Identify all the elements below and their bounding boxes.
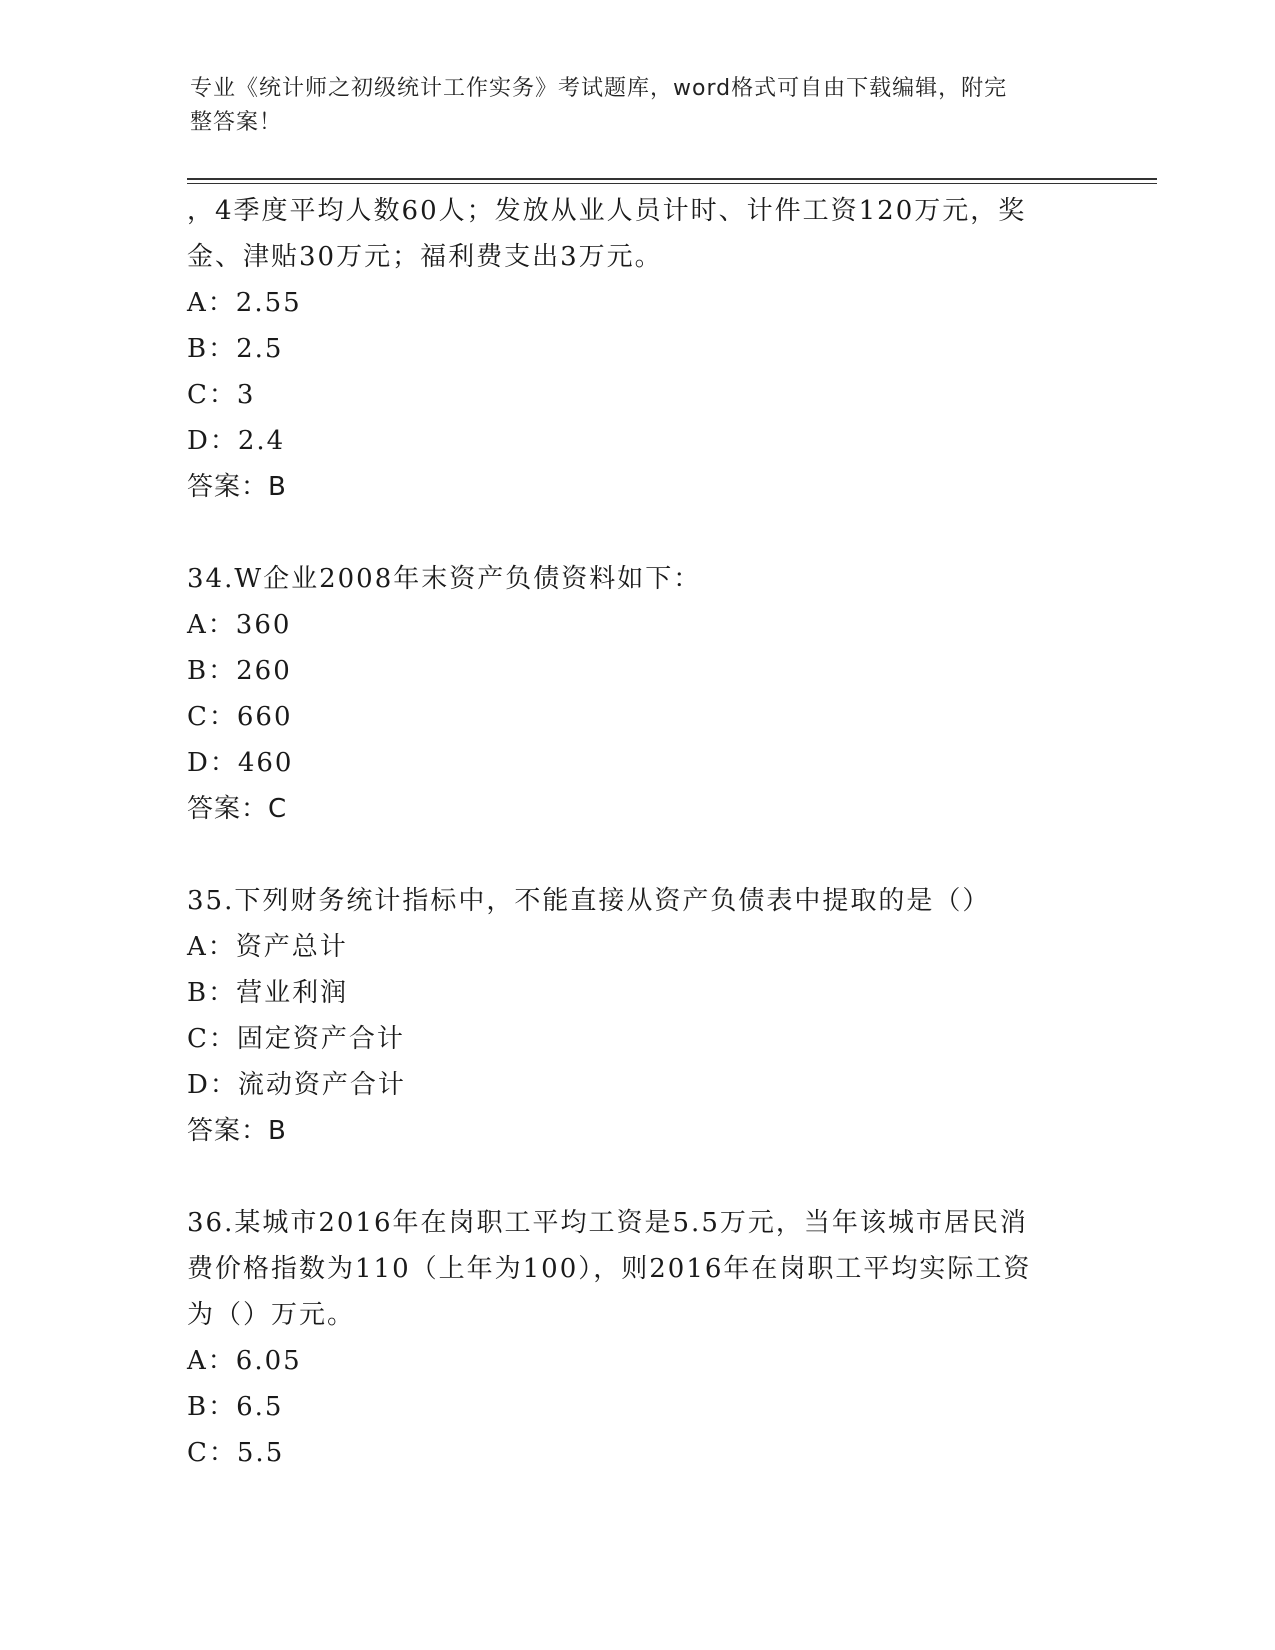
question-list	[187, 188, 1087, 1476]
option-a: A：2.55	[187, 288, 302, 318]
question-text-line: 35.下列财务统计指标中，不能直接从资产负债表中提取的是（）	[187, 886, 991, 916]
option-a: A：360	[187, 610, 292, 640]
question-text-line: 36.某城市2016年在岗职工平均工资是5.5万元，当年该城市居民消	[187, 1208, 1028, 1238]
header-divider-thick	[187, 178, 1157, 180]
question-35	[187, 878, 1087, 1154]
question-text-line: 34.W企业2008年末资产负债资料如下：	[187, 564, 702, 594]
answer-label: 答案：C	[187, 794, 288, 824]
spacer	[187, 1154, 1087, 1200]
option-c: C：660	[187, 702, 293, 732]
option-b: B：6.5	[187, 1392, 284, 1422]
option-b: B：260	[187, 656, 292, 686]
option-c: C：3	[187, 380, 256, 410]
question-text-line: 费价格指数为110（上年为100），则2016年在岗职工平均实际工资	[187, 1254, 1032, 1284]
spacer	[187, 510, 1087, 556]
question-33	[187, 188, 1087, 510]
option-a: A：资产总计	[187, 932, 348, 962]
header-line-1: 专业《统计师之初级统计工作实务》考试题库，word格式可自由下载编辑，附完	[190, 76, 1008, 101]
answer-label: 答案：B	[187, 472, 287, 502]
question-34	[187, 556, 1087, 832]
question-text-line: ，4季度平均人数60人；发放从业人员计时、计件工资120万元，奖	[187, 196, 1027, 226]
header-divider-thin	[187, 183, 1157, 184]
question-text-line: 为（）万元。	[187, 1300, 356, 1330]
option-d: D：2.4	[187, 426, 286, 456]
option-d: D：460	[187, 748, 294, 778]
answer-label: 答案：B	[187, 1116, 287, 1146]
option-b: B：营业利润	[187, 978, 349, 1008]
header-line-2: 整答案！	[190, 110, 283, 135]
option-a: A：6.05	[187, 1346, 302, 1376]
spacer	[187, 832, 1087, 878]
option-b: B：2.5	[187, 334, 284, 364]
option-c: C：5.5	[187, 1438, 285, 1468]
option-c: C：固定资产合计	[187, 1024, 405, 1054]
question-text-line: 金、津贴30万元；福利费支出3万元。	[187, 242, 663, 272]
question-36	[187, 1200, 1087, 1476]
option-d: D：流动资产合计	[187, 1070, 406, 1100]
document-header	[190, 72, 1070, 140]
